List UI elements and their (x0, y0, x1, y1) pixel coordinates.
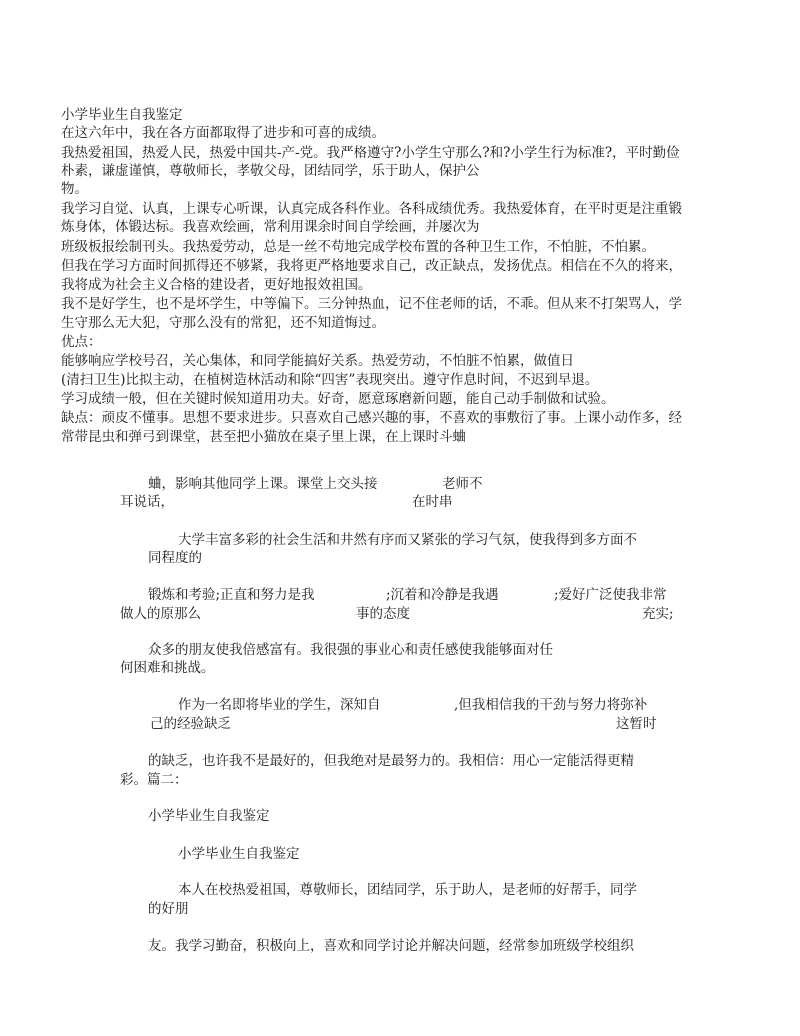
text-fragment: 锻炼和考验;正直和努力是我 (148, 587, 315, 603)
text-fragment: ,但我相信我的干劲与努力将弥补 (454, 697, 648, 713)
text-line: 生守那么无大犯，守那么没有的常犯，还不知道悔过。 (61, 315, 385, 331)
text-line: 在这六年中，我在各方面都取得了进步和可喜的成绩。 (61, 125, 385, 141)
text-line: 但我在学习方面时间抓得还不够紧，我将更严格地要求自己，改正缺点，发扬优点。相信在不久的将来， (61, 258, 682, 274)
text-fragment: 的缺乏，也许我不是最好的，但我绝对是最努力的。我相信：用心一定能活得更精 (148, 753, 634, 769)
text-fragment: ;沉着和冷静是我遇 (386, 587, 499, 603)
text-line: 朴素，谦虚谨慎，尊敬师长，孝敬父母，团结同学，乐于助人，保护公 (61, 163, 480, 179)
section-heading: 小学毕业生自我鉴定 (148, 808, 270, 824)
text-fragment: 老师不 (442, 476, 483, 492)
text-fragment: 大学丰富多彩的社会生活和井然有序而又紧张的学习气氛，使我得到多方面不 (178, 532, 637, 548)
text-line: 能够响应学校号召，关心集体，和同学能搞好关系。热爱劳动，不怕脏不怕累，做值日 (61, 353, 574, 369)
text-fragment: 做人的原那么 (120, 606, 201, 622)
text-line: 我将成为社会主义合格的建设者，更好地报效祖国。 (61, 277, 372, 293)
text-fragment: 的好朋 (148, 901, 189, 917)
text-fragment: 在时串 (412, 494, 453, 510)
text-fragment: 蛐，影响其他同学上课。课堂上交头接 (148, 476, 378, 492)
document-title: 小学毕业生自我鉴定 (61, 107, 183, 123)
text-fragment: 何困难和挑战。 (120, 660, 215, 676)
text-fragment: 同程度的 (148, 550, 202, 566)
section-heading: 小学毕业生自我鉴定 (178, 846, 300, 862)
text-fragment: 事的态度 (356, 606, 410, 622)
text-line: 我热爱祖国，热爱人民，热爱中国共-产-党。我严格遵守?小学生守那么?和?小学生行为标准?，平时勤俭 (61, 145, 680, 161)
text-line: 炼身体，体锻达标。我喜欢绘画，常利用课余时间自学绘画，并屡次为 (61, 219, 480, 235)
text-fragment: 这暂时 (616, 716, 657, 732)
text-fragment: 作为一名即将毕业的学生，深知自 (178, 697, 381, 713)
text-fragment: 充实; (642, 606, 674, 622)
text-line: 优点： (61, 334, 102, 350)
text-line: 我不是好学生，也不是坏学生，中等偏下。三分钟热血，记不住老师的话，不乖。但从来不打架骂人，学 (61, 296, 682, 312)
text-line: 缺点：顽皮不懂事。思想不要求进步。只喜欢自己感兴趣的事，不喜欢的事敷衍了事。上课小动作多，经 (61, 410, 682, 426)
text-line: 物。 (61, 181, 88, 197)
text-fragment: 友。我学习勤奋，积极向上，喜欢和同学讨论并解决问题，经常参加班级学校组织 (148, 938, 634, 954)
text-fragment: 彩。篇二： (120, 772, 188, 788)
text-fragment: 己的经验缺乏 (150, 716, 231, 732)
text-line: 学习成绩一般，但在关键时候知道用功夫。好奇，愿意琢磨新问题，能自己动手制做和试验。 (61, 391, 615, 407)
text-line: 班级板报绘制刊头。我热爱劳动，总是一丝不苟地完成学校布置的各种卫生工作，不怕脏，不怕累。 (61, 239, 655, 255)
text-fragment: 本人在校热爱祖国，尊敬师长，团结同学，乐于助人，是老师的好帮手，同学 (178, 882, 637, 898)
text-line: (清扫卫生)比拟主动，在植树造林活动和除“四害”表现突出。遵守作息时间，不迟到早退。 (61, 372, 599, 388)
text-line: 我学习自觉、认真，上课专心听课，认真完成各科作业。各科成绩优秀。我热爱体育，在平时更是注重锻 (61, 201, 682, 217)
text-fragment: 众多的朋友使我倍感富有。我很强的事业心和责任感使我能够面对任 (148, 642, 553, 658)
text-line: 常带昆虫和弹弓到课堂，甚至把小猫放在桌子里上课，在上课时斗蛐 (61, 429, 466, 445)
text-fragment: ;爱好广泛使我非常 (554, 587, 667, 603)
text-fragment: 耳说话， (120, 494, 174, 510)
